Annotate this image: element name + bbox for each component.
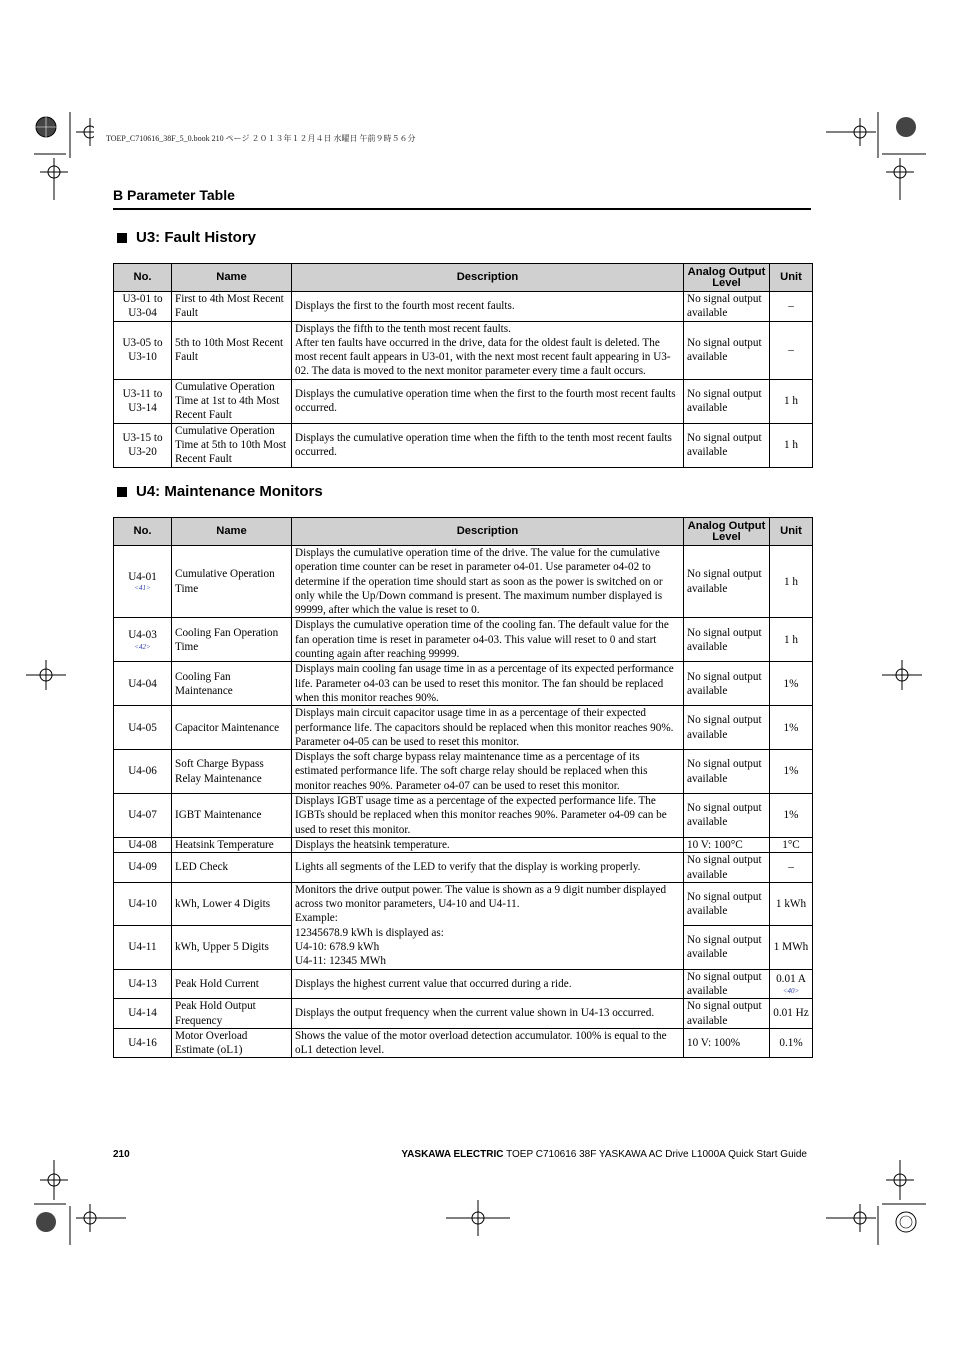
unit-cell bbox=[770, 926, 813, 969]
square-bullet-icon bbox=[117, 487, 127, 497]
table-row bbox=[114, 1028, 813, 1058]
description-line: Displays main cooling fan usage time in as a percentage of its expected performance life. Parameter o4-03 can be used to reset this monitor. The fan should be replaced when this monitor reaches 90%. bbox=[295, 663, 674, 704]
table-row bbox=[114, 321, 813, 379]
param-description bbox=[292, 546, 684, 618]
unit-value: – bbox=[788, 300, 794, 313]
param-no: U4-13 bbox=[128, 977, 157, 990]
description-line: Displays the heatsink temperature. bbox=[295, 838, 450, 851]
table-row bbox=[114, 794, 813, 838]
description-line: Displays main circuit capacitor usage time in as a percentage of their expected performance life. The capacitors should be replaced when this monitor reaches 90%. Parameter o4-05 can be used to reset this monitor. bbox=[295, 707, 674, 748]
unit-cell bbox=[770, 423, 813, 467]
param-name: Capacitor Maintenance bbox=[172, 706, 292, 750]
param-name: IGBT Maintenance bbox=[172, 794, 292, 838]
param-no: U4-14 bbox=[128, 1007, 157, 1020]
table-row bbox=[114, 750, 813, 794]
description-line: 12345678.9 kWh is displayed as: bbox=[295, 926, 444, 939]
param-no: U4-07 bbox=[128, 809, 157, 822]
book-meta-line: TOEP_C710616_38F_5_0.book 210 ページ ２０１３年１２月４日 水曜日 午前９時５６分 bbox=[106, 134, 416, 143]
unit-cell bbox=[770, 794, 813, 838]
unit-value: 1% bbox=[783, 677, 799, 690]
unit-value: 1% bbox=[783, 765, 799, 778]
param-no-cell bbox=[114, 750, 172, 794]
param-description bbox=[292, 969, 684, 999]
col-header-description: Description bbox=[292, 264, 684, 292]
analog-output-level: 10 V: 100°C bbox=[684, 837, 770, 852]
param-no: U4-09 bbox=[128, 861, 157, 874]
unit-value: 0.01 Hz bbox=[773, 1007, 809, 1020]
unit-value: 0.1% bbox=[779, 1036, 803, 1049]
table-row bbox=[114, 969, 813, 999]
description-line: Monitors the drive output power. The value is shown as a 9 digit number displayed across two monitor parameters, U4-10 and U4-11. bbox=[295, 883, 667, 911]
unit-cell bbox=[770, 1028, 813, 1058]
param-no-cell bbox=[114, 926, 172, 969]
footer-brand: YASKAWA ELECTRIC bbox=[401, 1149, 504, 1160]
param-description bbox=[292, 882, 684, 969]
u3-block-title bbox=[117, 229, 256, 246]
table-header-row bbox=[114, 264, 813, 292]
square-bullet-icon bbox=[117, 233, 127, 243]
table-row bbox=[114, 999, 813, 1029]
table-row bbox=[114, 423, 813, 467]
param-description bbox=[292, 1028, 684, 1058]
param-name: kWh, Upper 5 Digits bbox=[172, 926, 292, 969]
footer-title-text: TOEP C710616 38F YASKAWA AC Drive L1000A Quick Start Guide bbox=[506, 1149, 807, 1160]
analog-output-level: No signal output available bbox=[684, 926, 770, 969]
param-no-cell bbox=[114, 292, 172, 322]
registration-mark-bottom-left bbox=[34, 1160, 134, 1250]
col-header-name: Name bbox=[172, 518, 292, 546]
unit-value: 1 h bbox=[784, 575, 798, 588]
unit-value: 1% bbox=[783, 721, 799, 734]
unit-value: – bbox=[788, 861, 794, 874]
description-line: Displays the cumulative operation time of the drive. The value for the cumulative operation time counter can be reset in parameter o4-01. Use parameter o4-02 to determine if the operation time should start as soon as the power is switched on or only while the Up/Down command is present. The maximum number displayed is 99999, after which the value is reset to 0. bbox=[295, 547, 663, 617]
param-name: Cumulative Operation Time at 1st to 4th Most Recent Fault bbox=[172, 379, 292, 423]
unit-cell bbox=[770, 750, 813, 794]
analog-output-level: No signal output available bbox=[684, 794, 770, 838]
unit-value: 1 kWh bbox=[775, 897, 807, 910]
param-description bbox=[292, 662, 684, 706]
col-header-name: Name bbox=[172, 264, 292, 292]
unit-cell bbox=[770, 837, 813, 852]
unit-cell bbox=[770, 853, 813, 883]
table-row bbox=[114, 706, 813, 750]
analog-output-level: No signal output available bbox=[684, 999, 770, 1029]
param-name: Soft Charge Bypass Relay Maintenance bbox=[172, 750, 292, 794]
param-no-cell bbox=[114, 321, 172, 379]
table-row bbox=[114, 292, 813, 322]
param-no: U4-01 bbox=[128, 571, 157, 584]
footnote-ref: <41> bbox=[134, 584, 151, 593]
analog-output-level: No signal output available bbox=[684, 379, 770, 423]
param-no-cell bbox=[114, 662, 172, 706]
table-row bbox=[114, 618, 813, 662]
registration-mark-top-right bbox=[826, 112, 926, 212]
unit-cell bbox=[770, 546, 813, 618]
u3-title-text: U3: Fault History bbox=[136, 229, 257, 246]
analog-output-level: No signal output available bbox=[684, 853, 770, 883]
description-line: Displays the highest current value that occurred during a ride. bbox=[295, 977, 572, 990]
analog-output-level: No signal output available bbox=[684, 321, 770, 379]
param-no-cell bbox=[114, 853, 172, 883]
param-name: Heatsink Temperature bbox=[172, 837, 292, 852]
analog-output-level: No signal output available bbox=[684, 969, 770, 999]
col-header-description: Description bbox=[292, 518, 684, 546]
unit-cell bbox=[770, 662, 813, 706]
param-no: U3-05 to U3-10 bbox=[122, 336, 163, 364]
description-line: After ten faults have occurred in the drive, data for the oldest fault is deleted. The most recent fault appears in U3-01, with the next most recent fault appearing in U3-02. The data is moved to the next monitor parameter every time a fault occurs. bbox=[295, 336, 671, 378]
unit-value: 0.01 A bbox=[776, 973, 806, 986]
unit-value: 1°C bbox=[782, 838, 800, 851]
description-line: Displays the first to the fourth most recent faults. bbox=[295, 300, 515, 313]
table-row bbox=[114, 546, 813, 618]
footer-doc-title bbox=[401, 1149, 807, 1160]
analog-output-level: No signal output available bbox=[684, 546, 770, 618]
description-line: Displays the fifth to the tenth most recent faults. bbox=[295, 322, 511, 335]
param-no-cell bbox=[114, 837, 172, 852]
param-name: LED Check bbox=[172, 853, 292, 883]
param-no-cell bbox=[114, 379, 172, 423]
registration-mark-bottom-center bbox=[446, 1200, 510, 1236]
section-header: B Parameter Table bbox=[113, 187, 235, 203]
table-row bbox=[114, 882, 813, 925]
registration-mark-top-left bbox=[34, 112, 94, 212]
table-row bbox=[114, 837, 813, 852]
param-no: U4-11 bbox=[128, 941, 157, 954]
u4-block-title bbox=[117, 483, 323, 500]
analog-output-level: No signal output available bbox=[684, 618, 770, 662]
description-line: Displays the output frequency when the current value shown in U4-13 occurred. bbox=[295, 1007, 655, 1020]
param-no-cell bbox=[114, 1028, 172, 1058]
registration-mark-bottom-right bbox=[826, 1160, 926, 1250]
param-description bbox=[292, 837, 684, 852]
param-no: U4-16 bbox=[128, 1036, 157, 1049]
param-no: U4-05 bbox=[128, 721, 157, 734]
param-description bbox=[292, 750, 684, 794]
param-no: U3-15 to U3-20 bbox=[122, 431, 163, 459]
param-no-cell bbox=[114, 546, 172, 618]
param-no: U4-08 bbox=[128, 838, 157, 851]
description-line: Displays the cumulative operation time when the first to the fourth most recent faults occurred. bbox=[295, 387, 676, 415]
description-line: Displays the cumulative operation time when the fifth to the tenth most recent faults occurred. bbox=[295, 431, 672, 459]
analog-output-level: No signal output available bbox=[684, 662, 770, 706]
param-description bbox=[292, 999, 684, 1029]
unit-cell bbox=[770, 292, 813, 322]
unit-value: 1 h bbox=[784, 395, 798, 408]
unit-cell bbox=[770, 379, 813, 423]
param-name: Cumulative Operation Time at 5th to 10th Most Recent Fault bbox=[172, 423, 292, 467]
description-line: Lights all segments of the LED to verify that the display is working properly. bbox=[295, 861, 641, 874]
param-name: Cumulative Operation Time bbox=[172, 546, 292, 618]
unit-value: – bbox=[788, 344, 794, 357]
registration-mark-mid-left bbox=[26, 660, 66, 690]
param-description bbox=[292, 379, 684, 423]
unit-cell bbox=[770, 618, 813, 662]
col-header-no: No. bbox=[114, 264, 172, 292]
table-row bbox=[114, 853, 813, 883]
param-name: Motor Overload Estimate (oL1) bbox=[172, 1028, 292, 1058]
param-no: U4-04 bbox=[128, 677, 157, 690]
analog-output-level: 10 V: 100% bbox=[684, 1028, 770, 1058]
unit-cell bbox=[770, 321, 813, 379]
col-header-analog-output: Analog Output Level bbox=[684, 264, 770, 292]
section-rule bbox=[113, 208, 811, 210]
page-number: 210 bbox=[113, 1149, 130, 1160]
unit-cell bbox=[770, 969, 813, 999]
unit-cell bbox=[770, 882, 813, 925]
description-line: U4-10: 678.9 kWh bbox=[295, 941, 380, 954]
analog-output-level: No signal output available bbox=[684, 750, 770, 794]
analog-output-level: No signal output available bbox=[684, 423, 770, 467]
table-row bbox=[114, 379, 813, 423]
param-no-cell bbox=[114, 969, 172, 999]
param-no-cell bbox=[114, 706, 172, 750]
description-line: U4-11: 12345 MWh bbox=[295, 955, 386, 968]
param-no-cell bbox=[114, 999, 172, 1029]
analog-output-level: No signal output available bbox=[684, 706, 770, 750]
description-line: Shows the value of the motor overload detection accumulator. 100% is equal to the oL1 detection level. bbox=[295, 1029, 667, 1057]
param-no: U4-03 bbox=[128, 629, 157, 642]
param-name: Peak Hold Output Frequency bbox=[172, 999, 292, 1029]
param-name: Peak Hold Current bbox=[172, 969, 292, 999]
footnote-ref: <40> bbox=[782, 986, 800, 995]
unit-value: 1 h bbox=[784, 438, 798, 451]
unit-value: 1% bbox=[783, 809, 799, 822]
param-description bbox=[292, 706, 684, 750]
param-description bbox=[292, 853, 684, 883]
param-description bbox=[292, 794, 684, 838]
param-no-cell bbox=[114, 618, 172, 662]
param-no: U4-06 bbox=[128, 765, 157, 778]
param-description bbox=[292, 321, 684, 379]
param-name: First to 4th Most Recent Fault bbox=[172, 292, 292, 322]
param-name: kWh, Lower 4 Digits bbox=[172, 882, 292, 925]
table-header-row bbox=[114, 518, 813, 546]
unit-value: 1 h bbox=[784, 633, 798, 646]
col-header-unit: Unit bbox=[770, 518, 813, 546]
u3-table bbox=[113, 263, 813, 468]
col-header-no: No. bbox=[114, 518, 172, 546]
analog-output-level: No signal output available bbox=[684, 882, 770, 925]
col-header-analog-output: Analog Output Level bbox=[684, 518, 770, 546]
param-name: Cooling Fan Maintenance bbox=[172, 662, 292, 706]
u4-title-text: U4: Maintenance Monitors bbox=[136, 483, 323, 500]
table-row bbox=[114, 662, 813, 706]
param-description bbox=[292, 423, 684, 467]
registration-mark-mid-right bbox=[882, 660, 922, 690]
unit-value: 1 MWh bbox=[773, 941, 809, 954]
col-header-unit: Unit bbox=[770, 264, 813, 292]
footnote-ref: <42> bbox=[134, 642, 151, 651]
param-description bbox=[292, 618, 684, 662]
unit-cell bbox=[770, 706, 813, 750]
param-no: U3-11 to U3-14 bbox=[122, 387, 163, 415]
description-line: Displays the soft charge bypass relay maintenance time as a percentage of its estimated performance life. The soft charge relay should be replaced when this monitor reaches 90%. Parameter o4-07 can be used to reset this monitor. bbox=[295, 751, 648, 792]
description-line: Example: bbox=[295, 912, 338, 925]
analog-output-level: No signal output available bbox=[684, 292, 770, 322]
description-line: Displays the cumulative operation time of the cooling fan. The default value for the fan operation time is reset in parameter o4-03. This value will reset to 0 and start counting again after reaching 99999. bbox=[295, 619, 669, 661]
param-description bbox=[292, 292, 684, 322]
description-line: Displays IGBT usage time as a percentage of the expected performance life. The IGBTs should be replaced when this monitor reaches 90%. Parameter o4-09 can be used to reset this monitor. bbox=[295, 795, 667, 836]
param-no-cell bbox=[114, 423, 172, 467]
param-no: U3-01 to U3-04 bbox=[122, 293, 163, 320]
param-no: U4-10 bbox=[128, 897, 157, 910]
param-no-cell bbox=[114, 794, 172, 838]
param-name: Cooling Fan Operation Time bbox=[172, 618, 292, 662]
param-name: 5th to 10th Most Recent Fault bbox=[172, 321, 292, 379]
unit-cell bbox=[770, 999, 813, 1029]
u4-table bbox=[113, 517, 813, 1058]
param-no-cell bbox=[114, 882, 172, 925]
